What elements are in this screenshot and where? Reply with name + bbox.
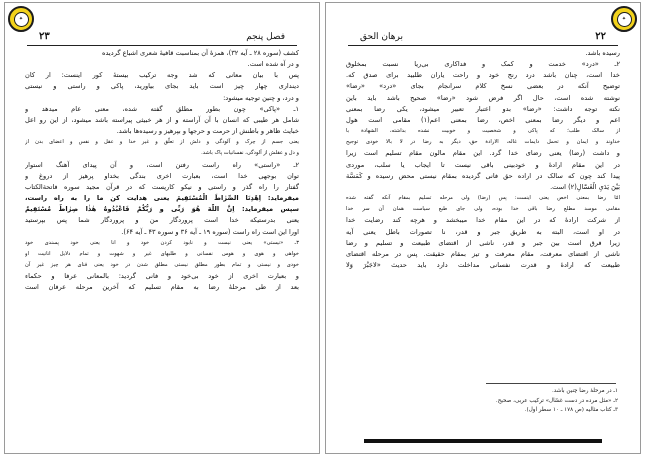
page-number: ۲۳ (39, 31, 50, 42)
text-line: سپس میفرماید: اِنَّ اللّٰهَ هُوَ رَبِّی و رَبُّکُمْ فَاعْبُدُوهُ هٰذٰا صِرٰاطٌ مُسْتَقِیمٌ (25, 205, 299, 214)
text-line: کشف (سوره ۲۸ ـ آیه ۳۲)، همزهٔ آن بمناسبت قافیهٔ شعری اشباع گردیده (102, 49, 299, 57)
text-line: ۳ـ «نیستی» یعنی نیست و نابود کردن خود و انا یعنی خود پسندی خود (25, 239, 299, 246)
right-page (325, 2, 641, 454)
text-line: زیرا فرق است بین جبر و قدر، ناشی از اقتضای طبیعت و تسلیم و رضا (346, 238, 620, 247)
text-line: خواهی و هوی و هوس نفسانی و طلبهای غیر و شهوت و تمام دلایل انانیت او (25, 250, 299, 257)
text-line: دینداری چهار چیز است باید بجای بیاورید، پاکی و راستی و نیستی (25, 82, 299, 91)
text-line: خبایث ظاهر و باطنش از حرمت و حرجها و بپرهیز و رسیده‌ها باشد. (116, 127, 299, 136)
text-line: شامل هر طیبی که انسان با آن آراسته و از هر خبیثی پیراسته باشد میشود، از این رو اعل (25, 115, 299, 124)
left-page-header (39, 31, 285, 42)
header-rule (27, 45, 297, 46)
text-line: یعنی بدرستیکه خدا است پروردگار من و پروردگار شما پس بپرستید (25, 216, 299, 225)
text-line: خداوند و ایمان و تحمل دایمات غاله، الارادة حق، دیگر به رضا در لا بالا خودی توجیح (346, 139, 620, 146)
text-line: در این مقام ارادهٔ و خودبینی باقی نیست تا ایجاب یا سلب، موردی (346, 160, 620, 169)
right-page-header (360, 31, 606, 42)
seal-logo-icon: ✦ (8, 6, 34, 32)
text-line: ۱ـ «پاکی» چون بطور مطلق گفته شده، معنی عام میدهد و (25, 104, 299, 113)
text-line: توان بوجهی خدا است، بعبارت اخری بندگی بخداو پرهیز از دروغ و (25, 171, 299, 180)
text-line: مقامی موسد مطلع رضا باقی خدا بوده، ولی جای طبع سیاست همان آن سر خدا (346, 206, 620, 213)
text-line: اورا این است راه راست (سوره ۱۹ ـ آیه ۳۶ و سوره ۴۳ ـ آیه ۶۴). (121, 227, 299, 236)
text-line: یعنی جسم از چرک و آلودگی و دلش از تعلّق و غیر خدا و عقل و نفس و اعضای بدن از (25, 139, 299, 146)
text-line: بعد از طی مرحلهٔ رضا به مقام تسلیم که آخرین مرحله عرفان است (25, 283, 299, 292)
text-line: نوشته شده است، حال اگر فرض شود «رضا» صحیح باشد باید باین (346, 93, 620, 102)
header-rule (348, 45, 618, 46)
running-head: برهان الحق (360, 32, 403, 42)
text-line: امّا رضا بمعنی اخص یعنی اینست: پس (رضا) ولی مرحله تسلیم بمقام آنکه گفته شده (346, 195, 620, 202)
text-line: اعم و دیگر رضا بمعنی اخص، رضا بمعنی اعم(۱) مقامی است هول (346, 115, 620, 124)
text-line: پیدا کند چون که سالک در اراده حق فانی گردیده بمقام نیستی محض رسیده و کَمَسَّة (346, 171, 620, 180)
footnote: ۱ـ در مرحلهٔ رضا چنین باشد. (551, 388, 618, 394)
text-line: رسیده باشد. (585, 49, 620, 57)
text-line: از سالک طلب؛ که پاکی و شخصیت و خوبیت نشده بداشته، الشهادة با (346, 128, 620, 135)
text-line: و درد، و چنین توجیه میشود: (223, 93, 299, 102)
seal-logo-icon: ✦ (611, 6, 637, 32)
text-line: طبیعت که ارادهٔ و قدرت نفسانی مداخلت دارد باید حدیث «لاجَبْرَ وَلا (346, 260, 620, 269)
text-line: و بعبارت اخری از خود بی‌خود و فانی گردید: بالمعانی عرفا و حکماء (25, 272, 299, 281)
footnote: ۳ـ کتاب مثالیه (ص ۱۷۸ ـ ۱۰ سطر اول). (524, 407, 618, 413)
text-line: و داشت (رضا) یعنی رضای خدا گرد. این مقام مالون مقام تسلیم است زیرا (346, 149, 620, 158)
text-line: ۲ـ «درد» خدمت و کمک و فداکاری بی‌ریا نسبت بمخلوق (346, 60, 620, 69)
text-line: توضیح آنکه در بعضی نسخ کلام سرانجام بجای «درد» «رضا» (346, 82, 620, 91)
text-line: بَیْنَ یَدَیِ الْغَسّٰالِ(۲) است. (550, 182, 620, 191)
text-line: خدا است، چنان باشد درد رنج خود و راحت یاران طلبید برای صدق که. (346, 71, 620, 80)
footnote-rule (486, 383, 616, 384)
left-page (4, 2, 320, 454)
text-line: گفتار را راه گذر و راستی و نیکو کاریست که در قرآن مجید سوره فاتحة‌الکتاب (25, 182, 299, 191)
text-line: پس با بیان معانی که شد وجه ترکیب بیستهٔ کور اینست: ار کان (25, 71, 299, 80)
text-line: از شرکت ارادهٔ که در این مقام خدا میبخشد و هرچه کند رضایت خدا (346, 216, 620, 225)
footnote: ۲ـ «مثل مرده در دست غسّال» ترکیب عربی، صحیح. (495, 397, 618, 404)
text-line: ۲ـ «راستی» راه راست رفتن است، و آن پیدای آهنگ استوار (25, 160, 299, 169)
text-line: در او است، البته به طریق جبر و قدر، نا تصورات باطل یعنی آیه (346, 227, 620, 236)
text-line: نکته توجه داشت: «رضا» بدو اعتبار تعبیر میشود، یکی رضا بمعنی (346, 104, 620, 113)
footnotes (348, 387, 618, 416)
right-page-body (346, 48, 620, 271)
text-line: میفرماید: اِهْدِنَا الصِّرٰاطَ الْمُسْتَقِیمَ یعنی هدایت کن ما را به راه راست، (25, 194, 299, 203)
text-line: و دل و عقلش از آلودگی، نفسانیات پاک باشد. (201, 150, 299, 157)
text-line: خودی و نیستی و تمام بطور مطلق نیستی مطلق شدن در خود یعنی فنای هر چیز غیر آن (25, 261, 299, 268)
text-line: و در آه شده است. (247, 60, 299, 69)
running-head: فصل پنجم (246, 32, 285, 42)
bottom-bar (364, 439, 602, 443)
left-page-body (25, 48, 299, 293)
text-line: ناشی از اقتضای معرفت، مقام معرفت و تیز بمقام حقیقت. پس در مرحله اقتضای (346, 249, 620, 258)
page-number: ۲۲ (595, 31, 606, 42)
